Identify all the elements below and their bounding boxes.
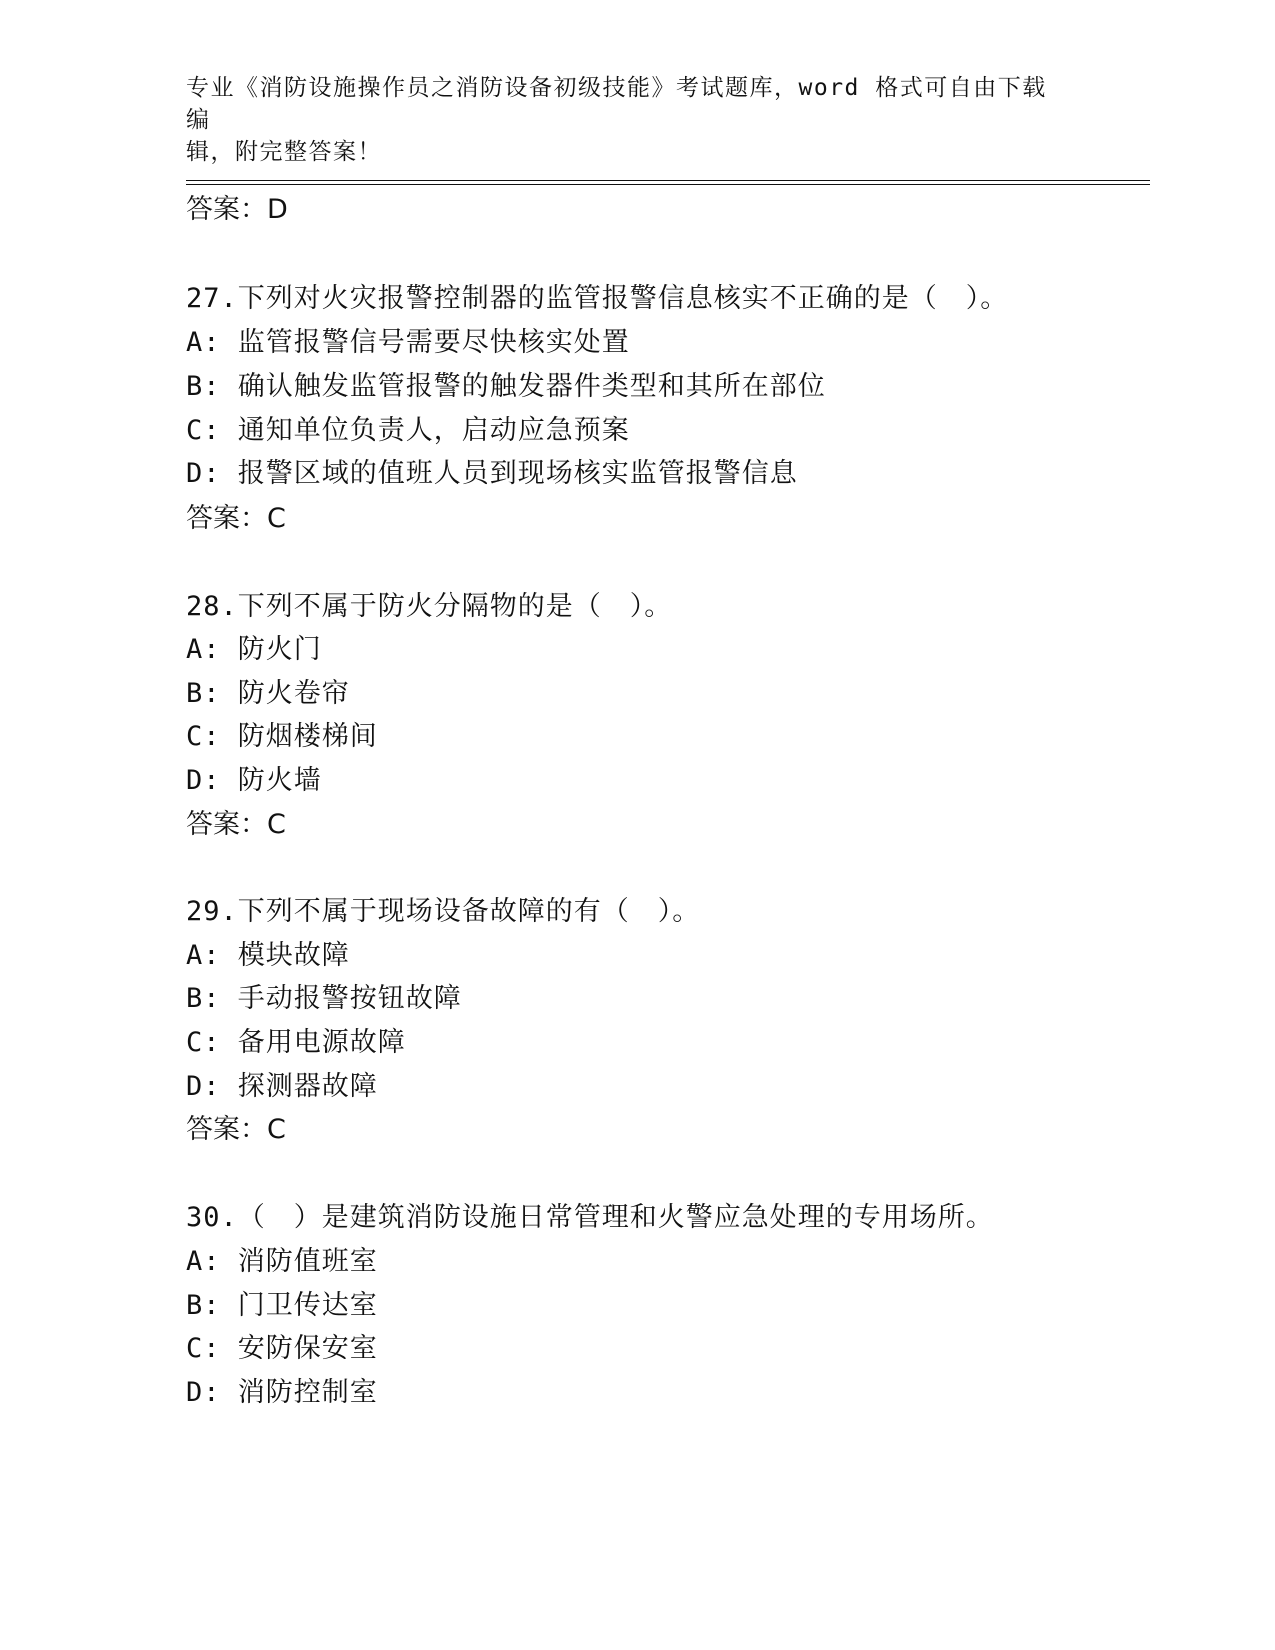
question-27-option-c: C: 通知单位负责人，启动应急预案 xyxy=(186,415,630,446)
question-29-answer: 答案：C xyxy=(186,1114,286,1145)
question-30-option-b: B: 门卫传达室 xyxy=(186,1290,378,1321)
question-28-stem: 28.下列不属于防火分隔物的是（ ）。 xyxy=(186,591,673,622)
question-27-option-b: B: 确认触发监管报警的触发器件类型和其所在部位 xyxy=(186,371,826,402)
question-29-stem: 29.下列不属于现场设备故障的有（ ）。 xyxy=(186,896,701,927)
header-divider-bottom xyxy=(186,184,1150,185)
question-30-option-a: A: 消防值班室 xyxy=(186,1246,378,1277)
question-28-answer: 答案：C xyxy=(186,809,286,840)
question-27-option-a: A: 监管报警信号需要尽快核实处置 xyxy=(186,327,630,358)
answer-previous: 答案：D xyxy=(186,194,288,225)
question-30-option-d: D: 消防控制室 xyxy=(186,1377,378,1408)
question-29-option-c: C: 备用电源故障 xyxy=(186,1027,406,1058)
question-29-option-d: D: 探测器故障 xyxy=(186,1071,378,1102)
question-29-option-a: A: 模块故障 xyxy=(186,940,350,971)
question-28-option-c: C: 防烟楼梯间 xyxy=(186,721,378,752)
question-28-option-a: A: 防火门 xyxy=(186,634,322,665)
question-28-option-b: B: 防火卷帘 xyxy=(186,678,350,709)
question-28-option-d: D: 防火墙 xyxy=(186,765,322,796)
question-29-option-b: B: 手动报警按钮故障 xyxy=(186,983,462,1014)
question-27-stem: 27.下列对火灾报警控制器的监管报警信息核实不正确的是（ ）。 xyxy=(186,283,1009,314)
header-line-2: 辑，附完整答案！ xyxy=(186,139,382,165)
question-30-option-c: C: 安防保安室 xyxy=(186,1333,378,1364)
header-divider-top xyxy=(186,180,1150,181)
header-line-1: 专业《消防设施操作员之消防设备初级技能》考试题库，word 格式可自由下载编 xyxy=(186,75,1047,133)
question-27-answer: 答案：C xyxy=(186,503,286,534)
question-27-option-d: D: 报警区域的值班人员到现场核实监管报警信息 xyxy=(186,458,798,489)
document-header xyxy=(186,72,1066,168)
question-30-stem: 30.（ ）是建筑消防设施日常管理和火警应急处理的专用场所。 xyxy=(186,1202,994,1233)
